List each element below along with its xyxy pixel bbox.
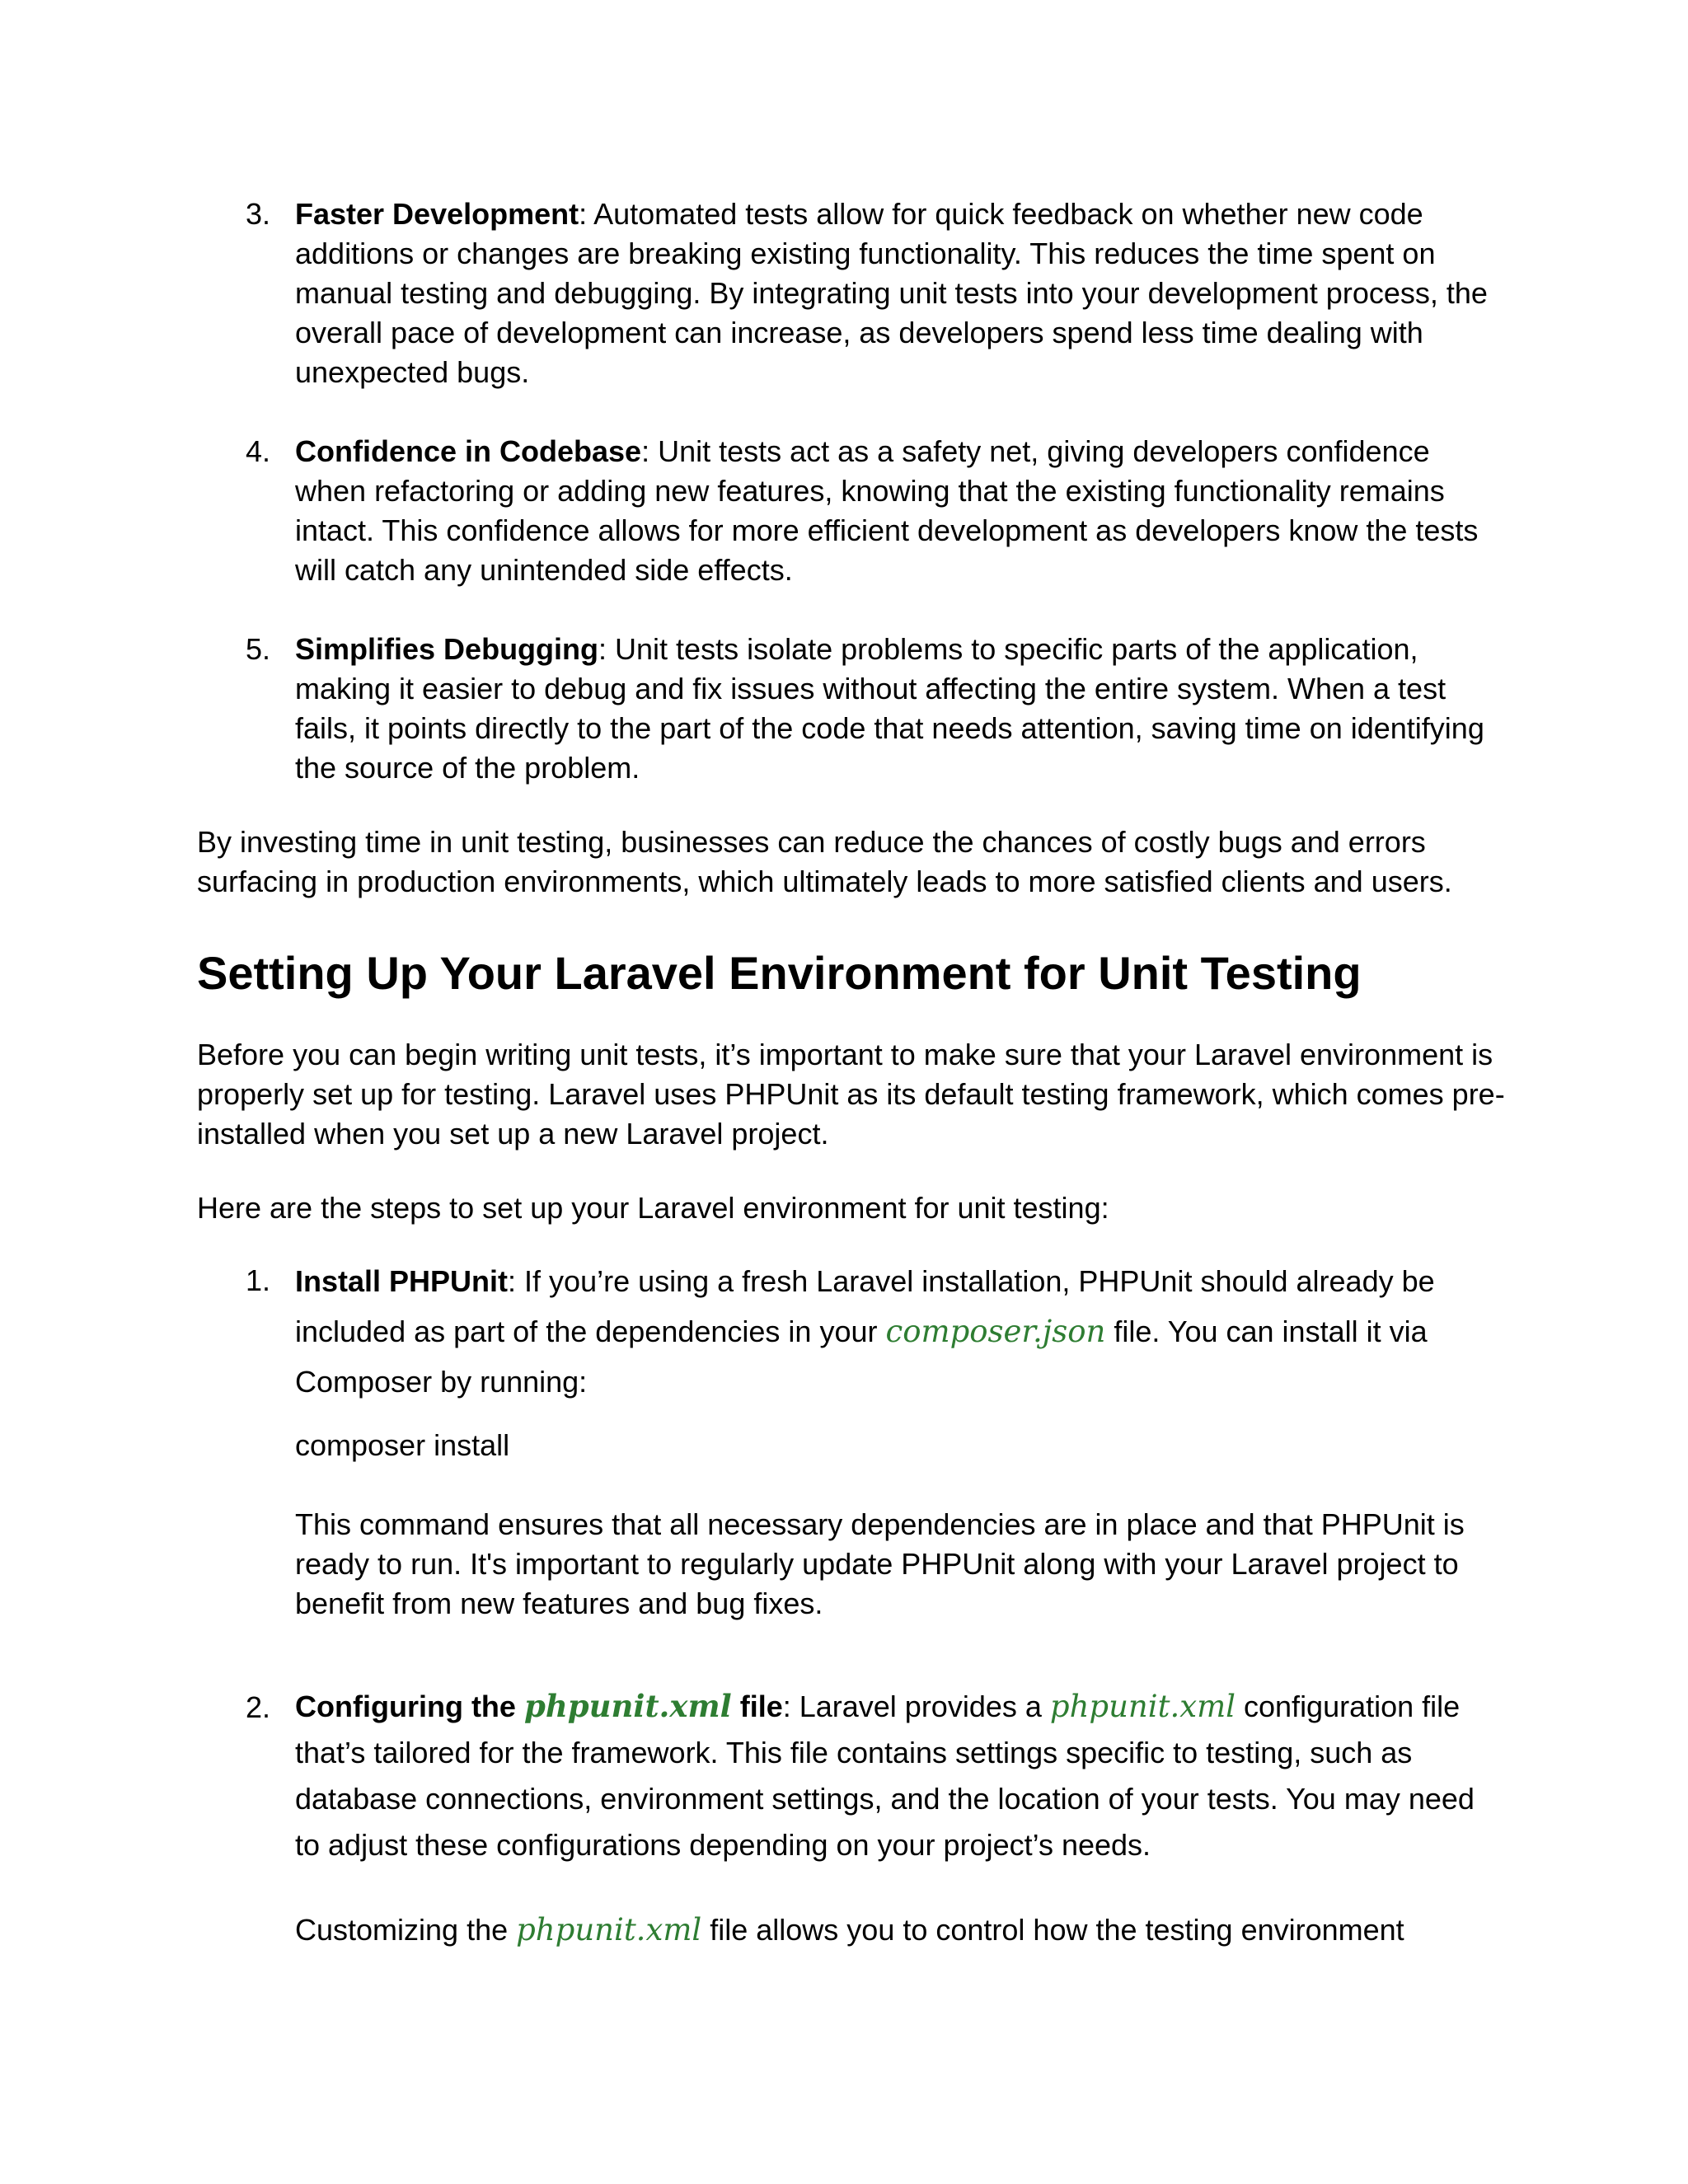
list-item-title xyxy=(295,1690,783,1723)
list-item-text: : Unit tests isolate problems to specific parts of the application, making it easier to debug and fix issues without affecting the entire system. When a test fails, it points directly to the part of the code that needs attention, saving time on identifying the source of the problem. xyxy=(295,632,1484,785)
intro-paragraph: Before you can begin writing unit tests, it’s important to make sure that your Laravel environment is properly set up for testing. Laravel uses PHPUnit as its default testing framework, which comes pre-installed when you set up a new Laravel project. xyxy=(197,1038,1505,1151)
steps-intro: Here are the steps to set up your Laravel environment for unit testing: xyxy=(197,1191,1109,1225)
inline-code-phpunit-xml: phpunit.xml xyxy=(1049,1689,1236,1724)
list-item-title: Faster Development xyxy=(295,197,579,231)
list-item-body xyxy=(295,194,1490,392)
list-item-body xyxy=(295,1256,1490,1407)
followup-text xyxy=(295,1910,1490,1950)
inline-code-phpunit-xml: phpunit.xml xyxy=(516,1912,702,1947)
list-number: 3. xyxy=(246,197,271,231)
inline-code-phpunit-xml: phpunit.xml xyxy=(523,1688,732,1724)
list-item-text: : Unit tests act as a safety net, giving developers confidence when refactoring or adding new features, knowing that the existing functionality remains intact. This confidence allows for more efficient development as developers know the tests will catch any unintended side effects. xyxy=(295,434,1479,587)
step-2-first-line xyxy=(295,1683,1490,1868)
list-item-body xyxy=(295,1688,1490,1868)
list-number: 1. xyxy=(246,1263,271,1297)
list-item-text: file. You can install it via Composer by running: xyxy=(295,1315,1428,1399)
list-item-title: Confidence in Codebase xyxy=(295,434,642,468)
investing-paragraph: By investing time in unit testing, businesses can reduce the chances of costly bugs and errors surfacing in production environments, which ultimately leads to more satisfied clients and users. xyxy=(197,825,1452,898)
list-item-text: : If you’re using a fresh Laravel installation, PHPUnit should already be included as part of the dependencies in your xyxy=(295,1264,1435,1348)
command-text: composer install xyxy=(295,1428,510,1462)
followup-text: This command ensures that all necessary dependencies are in place and that PHPUnit is ready to run. It's important to regularly update PHPUnit along with your Laravel project to benefit from new features and bug fixes. xyxy=(295,1507,1465,1620)
section-heading: Setting Up Your Laravel Environment for Unit Testing xyxy=(197,947,1362,999)
list-item-text: configuration file that’s tailored for the framework. This file contains settings specific to testing, such as database connections, environment settings, and the location of your tests. You may need to adjust these configurations depending on your project’s needs. xyxy=(295,1690,1475,1862)
inline-code-composer-json: composer.json xyxy=(885,1314,1106,1349)
list-item-text: : Laravel provides a xyxy=(782,1690,1050,1723)
list-item-body xyxy=(295,432,1490,590)
list-number: 4. xyxy=(246,434,271,468)
list-item-text: : Automated tests allow for quick feedback on whether new code additions or changes are breaking existing functionality. This reduces the time spent on manual testing and debugging. By integrating unit tests into your development process, the overall pace of development can increase, as developers spend less time dealing with unexpected bugs. xyxy=(295,197,1488,389)
followup-text-part: file allows you to control how the testing environment xyxy=(701,1913,1404,1947)
list-number: 5. xyxy=(246,632,271,666)
list-item-body xyxy=(295,630,1490,788)
title-text: Configuring the xyxy=(295,1690,524,1723)
list-number: 2. xyxy=(246,1690,271,1724)
followup-text-part: Customizing the xyxy=(295,1913,517,1947)
title-text: file xyxy=(731,1690,783,1723)
list-item-title: Install PHPUnit xyxy=(295,1264,509,1298)
list-item-title: Simplifies Debugging xyxy=(295,632,599,666)
